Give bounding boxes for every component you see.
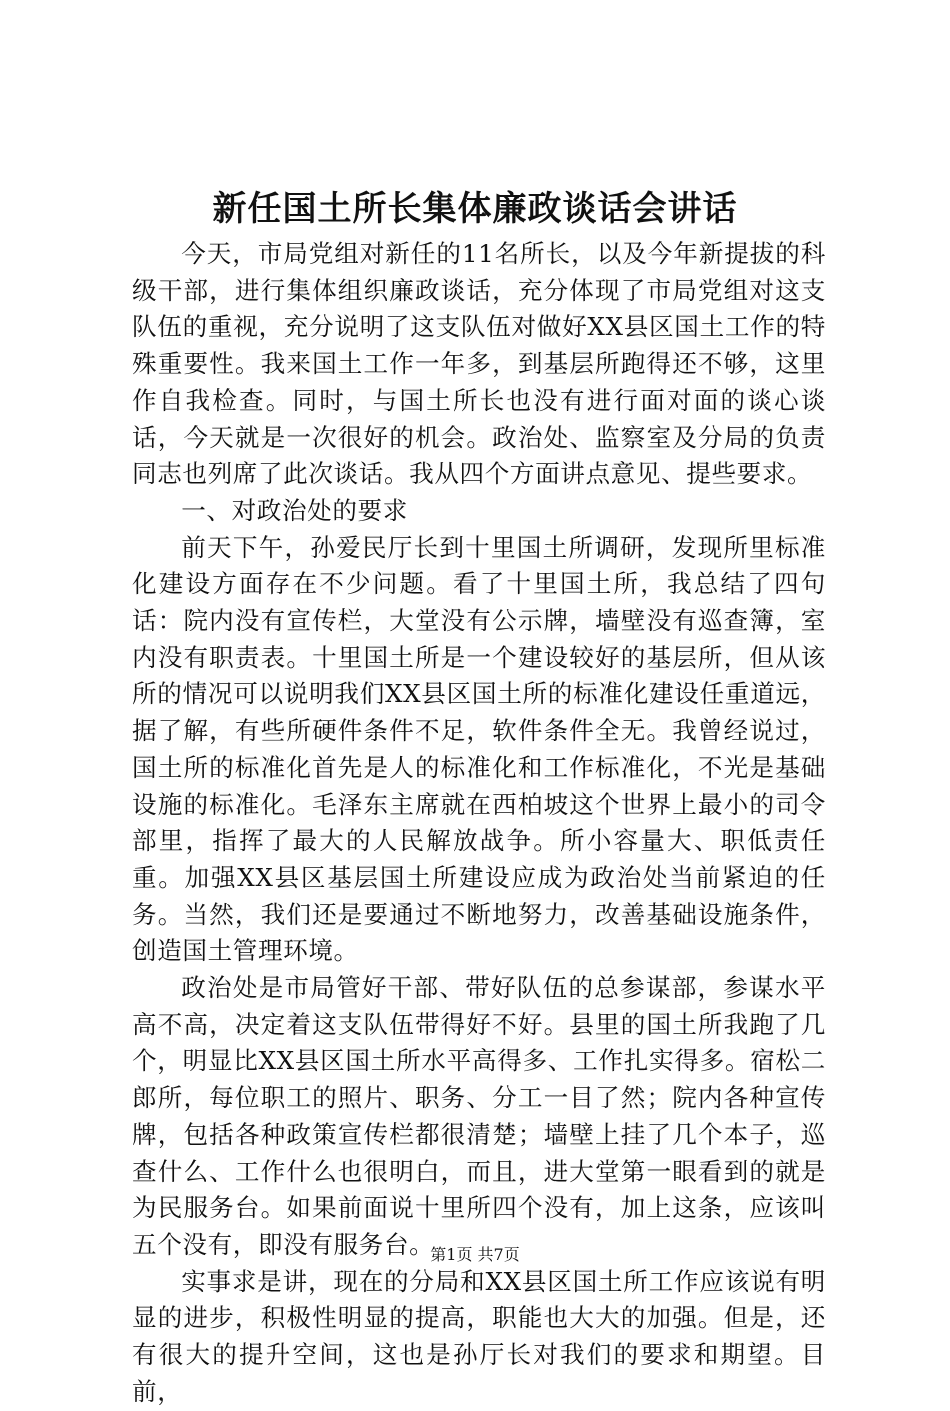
paragraph-progress: 实事求是讲，现在的分局和XX县区国土所工作应该说有明显的进步，积极性明显的提高，职能也大大的加强。但是，还有很大的提升空间，这也是孙厅长对我们的要求和期望。目前， — [132, 1266, 826, 1406]
paragraph-shili: 前天下午，孙爱民厅长到十里国土所调研，发现所里标准化建设方面存在不少问题。看了十里国土所，我总结了四句话：院内没有宣传栏，大堂没有公示牌，墙壁没有巡查簿，室内没有职责表。十里国土所是一个建设较好的基层所，但从该所的情况可以说明我们XX县区国土所的标准化建设任重道远，据了解，有些所硬件条件不足，软件条件全无。我曾经说过，国土所的标准化首先是人的标准化和工作标准化，不光是基础设施的标准化。毛泽东主席就在西柏坡这个世界上最小的司令部里，指挥了最大的人民解放战争。所小容量大、职低责任重。加强XX县区基层国土所建设应成为政治处当前紧迫的任务。当然，我们还是要通过不断地努力，改善基础设施条件，创造国土管理环境。 — [132, 532, 826, 966]
section-heading: 一、对政治处的要求 — [181, 495, 408, 525]
paragraph-intro: 今天，市局党组对新任的11名所长，以及今年新提拔的科级干部，进行集体组织廉政谈话，充分体现了市局党组对这支队伍的重视，充分说明了这支队伍对做好XX县区国土工作的特殊重要性。我来国土工作一年多，到基层所跑得还不够，这里作自我检查。同时，与国土所长也没有进行面对面的谈心谈话，今天就是一次很好的机会。政治处、监察室及分局的负责同志也列席了此次谈话。我从四个方面讲点意见、提些要求。 — [132, 239, 826, 489]
page-number-footer: 第1页 共7页 — [430, 1245, 520, 1264]
document-title: 新任国土所长集体廉政谈话会讲话 — [212, 189, 738, 229]
paragraph-political-office: 政治处是市局管好干部、带好队伍的总参谋部，参谋水平高不高，决定着这支队伍带得好不好。县里的国土所我跑了几个，明显比XX县区国土所水平高得多、工作扎实得多。宿松二郎所，每位职工的照片、职务、分工一目了然；院内各种宣传牌，包括各种政策宣传栏都很清楚；墙壁上挂了几个本子，巡查什么、工作什么也很明白，而且，进大堂第一眼看到的就是为民服务台。如果前面说十里所四个没有，加上这条，应该叫五个没有，即没有服务台。 — [132, 973, 826, 1259]
document-body — [132, 236, 826, 1411]
